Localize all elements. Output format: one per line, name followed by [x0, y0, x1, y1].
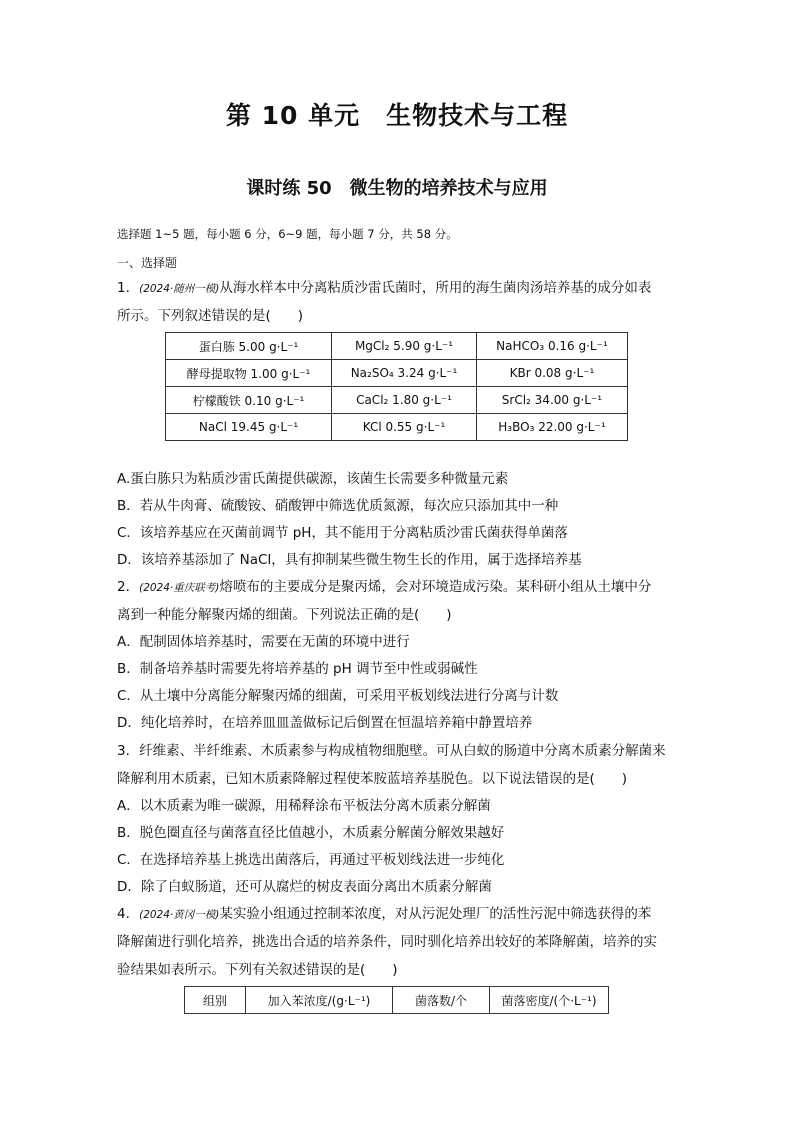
unit-title: 第 10 单元 生物技术与工程: [225, 101, 569, 130]
table-row: [166, 360, 628, 387]
table-cell: KCl 0.55 g·L⁻¹: [332, 414, 477, 441]
q3-stem-line1: 3．纤维素、半纤维素、木质素参与构成植物细胞壁。可从白蚁的肠道中分离木质素分解菌来: [117, 743, 666, 759]
q2-stem-line1: [117, 578, 687, 597]
q2-source: (2024·重庆联考): [139, 582, 220, 594]
q1-text-line1: 从海水样本中分离粘质沙雷氏菌时，所用的海生菌肉汤培养基的成分如表: [219, 280, 652, 296]
section-heading: 一、选择题: [117, 256, 178, 270]
q4-stem-line3: 验结果如表所示。下列有关叙述错误的是( ): [117, 962, 398, 978]
q3-option-c: C．在选择培养基上挑选出菌落后，再通过平板划线法进一步纯化: [117, 852, 505, 868]
q1-stem-line2: 所示。下列叙述错误的是( ): [117, 308, 304, 324]
q2-text-line1: 熔喷布的主要成分是聚丙烯，会对环境造成污染。某科研小组从土壤中分: [219, 579, 652, 595]
q4-text-line1: 某实验小组通过控制苯浓度，对从污泥处理厂的活性污泥中筛选获得的苯: [219, 906, 652, 922]
q1-number: 1．: [117, 280, 140, 296]
table-header-row: [185, 987, 609, 1014]
q4-stem-line2: 降解菌进行驯化培养，挑选出合适的培养条件，同时驯化培养出较好的苯降解菌，培养的实: [117, 934, 657, 950]
q4-number: 4．: [117, 906, 140, 922]
table-header-cell: 菌落密度/(个·L⁻¹): [490, 987, 609, 1014]
table-cell: MgCl₂ 5.90 g·L⁻¹: [332, 333, 477, 360]
q4-stem-line1: [117, 905, 687, 924]
table-cell: Na₂SO₄ 3.24 g·L⁻¹: [332, 360, 477, 387]
table-cell: H₃BO₃ 22.00 g·L⁻¹: [476, 414, 627, 441]
table-row: [166, 333, 628, 360]
q1-source: (2024·随州一模): [139, 283, 220, 295]
table-cell: SrCl₂ 34.00 g·L⁻¹: [476, 387, 627, 414]
table-row: [166, 387, 628, 414]
table-cell: 柠檬酸铁 0.10 g·L⁻¹: [166, 387, 332, 414]
q1-option-b: B．若从牛肉膏、硫酸铵、硝酸钾中筛选优质氮源，每次应只添加其中一种: [117, 498, 559, 514]
q3-stem-line2: 降解利用木质素，已知木质素降解过程使苯胺蓝培养基脱色。以下说法错误的是( ): [117, 771, 628, 787]
table-row: [166, 414, 628, 441]
q1-medium-table: [165, 332, 628, 441]
q1-option-c: C．该培养基应在灭菌前调节 pH，其不能用于分离粘质沙雷氏菌获得单菌落: [117, 525, 568, 541]
table-header-cell: 菌落数/个: [393, 987, 490, 1014]
table-cell: NaHCO₃ 0.16 g·L⁻¹: [476, 333, 627, 360]
table-cell: NaCl 19.45 g·L⁻¹: [166, 414, 332, 441]
q1-option-a: A.蛋白胨只为粘质沙雷氏菌提供碳源，该菌生长需要多种微量元素: [117, 471, 509, 487]
q2-option-c: C．从土壤中分离能分解聚丙烯的细菌，可采用平板划线法进行分离与计数: [117, 688, 559, 704]
table-cell: KBr 0.08 g·L⁻¹: [476, 360, 627, 387]
table-header-cell: 加入苯浓度/(g·L⁻¹): [246, 987, 393, 1014]
table-cell: 蛋白胨 5.00 g·L⁻¹: [166, 333, 332, 360]
q4-results-table: [184, 986, 609, 1014]
q2-stem-line2: 离到一种能分解聚丙烯的细菌。下列说法正确的是( ): [117, 607, 452, 623]
q2-number: 2．: [117, 579, 140, 595]
q2-option-a: A．配制固体培养基时，需要在无菌的环境中进行: [117, 634, 410, 650]
q1-option-d: D．该培养基添加了 NaCl，具有抑制某些微生物生长的作用，属于选择培养基: [117, 552, 582, 568]
q2-option-d: D．纯化培养时，在培养皿皿盖做标记后倒置在恒温培养箱中静置培养: [117, 715, 533, 731]
q3-option-a: A．以木质素为唯一碳源，用稀释涂布平板法分离木质素分解菌: [117, 798, 491, 814]
table-cell: CaCl₂ 1.80 g·L⁻¹: [332, 387, 477, 414]
q1-stem-line1: [117, 279, 687, 298]
q4-source: (2024·黄冈一模): [139, 909, 220, 921]
q3-option-b: B．脱色圈直径与菌落直径比值越小，木质素分解菌分解效果越好: [117, 825, 505, 841]
lesson-title: 课时练 50 微生物的培养技术与应用: [246, 178, 548, 199]
q3-option-d: D．除了白蚁肠道，还可从腐烂的树皮表面分离出木质素分解菌: [117, 879, 492, 895]
table-header-cell: 组别: [185, 987, 246, 1014]
q2-option-b: B．制备培养基时需要先将培养基的 pH 调节至中性或弱碱性: [117, 661, 478, 677]
table-cell: 酵母提取物 1.00 g·L⁻¹: [166, 360, 332, 387]
score-instructions: 选择题 1~5 题，每小题 6 分，6~9 题，每小题 7 分，共 58 分。: [117, 227, 458, 241]
